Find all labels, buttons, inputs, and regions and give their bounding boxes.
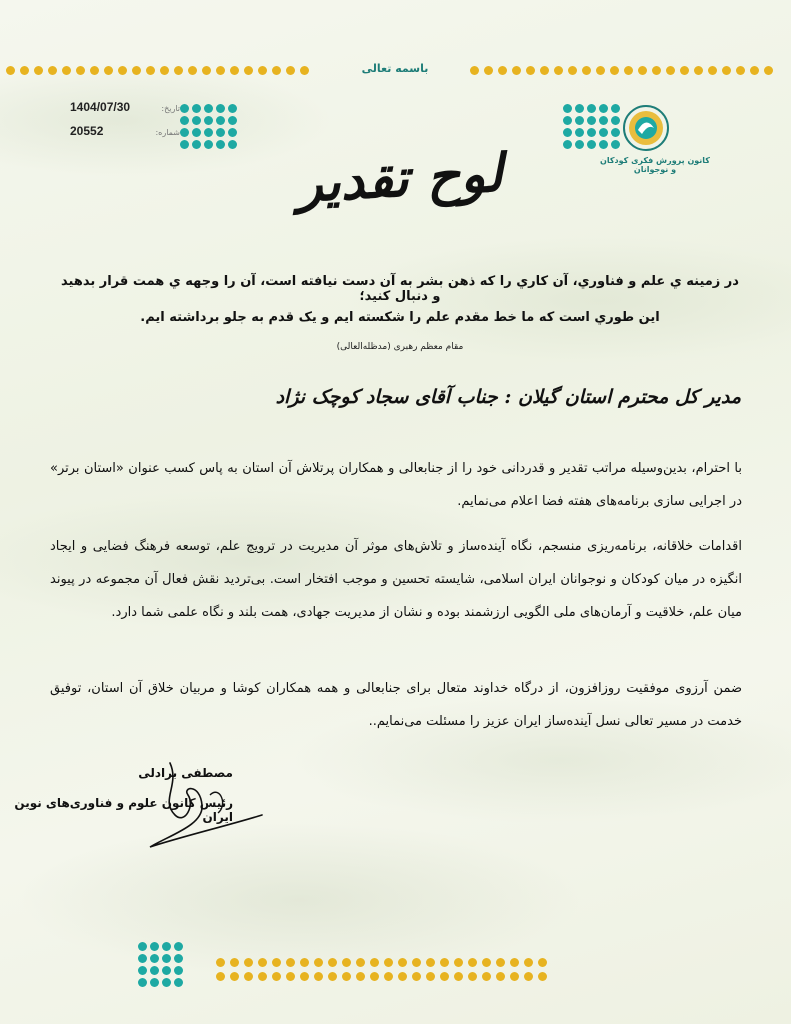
organization-name: کانون پرورش فکری کودکان و نوجوانان — [600, 156, 710, 174]
letter-meta — [70, 100, 180, 148]
date-value: 1404/07/30 — [70, 100, 131, 114]
number-label: شماره: — [155, 128, 180, 137]
quote-line-1: در زمینه ي علم و فناوري، آن كاري را که ذهن بشر به آن دست نيافته است، آن را وجهه ي همت قرار بدهید و دنبال کنید؛ — [61, 274, 739, 304]
quote-line-2: این طوري است که ما خط مقدم علم را شکسته ایم و یک قدم به جلو برداشته ایم. — [140, 310, 660, 325]
body-paragraph-1: با احترام، بدین‌وسیله مراتب تقدیر و قدردانی خود را از جنابعالی و همکاران پرتلاش آن استان به پاس کسب عنوان «استان برتر» در اجرایی سازی برنامه‌های هفته فضا اعلام می‌نمایم. — [50, 461, 742, 509]
bottom-teal-dots — [138, 942, 183, 987]
signer-name: مصطفی برادلی — [138, 766, 233, 780]
top-right-dot-row — [470, 66, 773, 75]
bottom-dot-row-1 — [216, 958, 547, 967]
top-left-dot-row — [6, 66, 309, 75]
bismillah: باسمه تعالی — [361, 62, 429, 75]
number-value: 20552 — [70, 124, 104, 138]
body-paragraph-3: ضمن آرزوی موفقیت روزافزون، از درگاه خداوند متعال برای جنابعالی و همه همکاران کوشا و مربیان خلاق آن استان، توفیق خدمت در مسیر تعالی نسل آینده‌ساز ایران عزیز را مسئلت می‌نمایم.. — [50, 681, 742, 729]
kanoon-logo-icon — [612, 104, 676, 158]
quote-source: مقام معظم رهبری (مدظله‌العالی) — [336, 342, 464, 352]
body-paragraph-2: اقدامات خلاقانه، برنامه‌ریزی منسجم، نگاه آینده‌ساز و تلاش‌های موثر آن مدیریت در ترویج علم، توسعه فرهنگ فضایی و ایجاد انگیزه در میان کودکان و نوجوانان ایران اسلامی، شایسته تحسین و موجب افتخار است. بی‌تردید نقش فعال آن مجموعه در پیوند میان علم، خلاقیت و آرمان‌های ملی الگویی ارزشمند بوده و نشان از مدیریت جهادی، همت بلند و نگاه علمی شما دارد. — [50, 539, 742, 620]
top-left-teal-dots — [180, 104, 237, 149]
date-label: تاریخ: — [161, 104, 180, 113]
bottom-dot-row-2 — [216, 972, 547, 981]
certificate-title: لوح تقدیر — [295, 142, 505, 215]
recipient-line: مدیر کل محترم استان گیلان : جناب آقای سجاد کوچک نژاد — [275, 386, 741, 408]
signer-title: رئیس کانون علوم و فناوری‌های نوین ایران — [14, 796, 233, 824]
